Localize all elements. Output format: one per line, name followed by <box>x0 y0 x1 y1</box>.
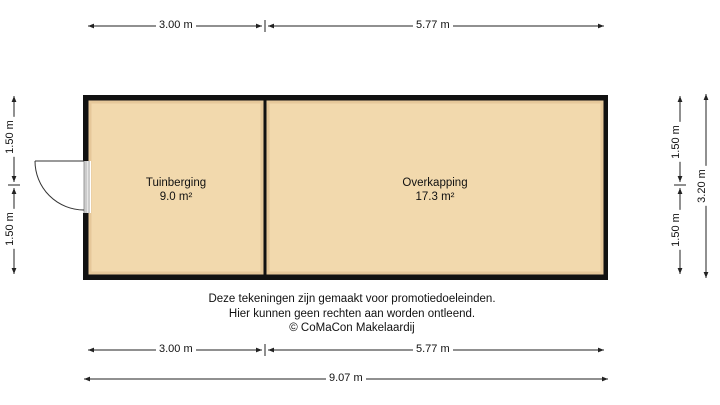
room-area: 9.0 m² <box>159 191 193 203</box>
room-label-tuinberging <box>120 176 232 204</box>
room-area: 17.3 m² <box>415 191 455 203</box>
dim-left-2: 1.50 m <box>4 209 16 249</box>
dim-bottom-1: 3.00 m <box>156 343 196 355</box>
dim-bottom-2: 5.77 m <box>413 343 453 355</box>
disclaimer-line-1: Deze tekeningen zijn gemaakt voor promotiedoeleinden. <box>208 293 496 305</box>
room-name: Overkapping <box>402 177 468 189</box>
dim-right-1: 1.50 m <box>670 122 682 162</box>
disclaimer <box>150 292 554 336</box>
dim-total: 9.07 m <box>326 372 366 384</box>
disclaimer-line-3: © CoMaCon Makelaardij <box>289 322 415 334</box>
dim-top-1: 3.00 m <box>156 19 196 31</box>
dim-top-2: 5.77 m <box>413 19 453 31</box>
dim-left-1: 1.50 m <box>4 117 16 157</box>
dim-right-2: 1.50 m <box>670 210 682 250</box>
dim-right-total: 3.20 m <box>696 166 708 206</box>
room-name: Tuinberging <box>145 177 207 189</box>
disclaimer-line-2: Hier kunnen geen rechten aan worden ontleend. <box>228 307 476 320</box>
room-label-overkapping <box>370 176 500 204</box>
door-icon <box>35 161 91 213</box>
